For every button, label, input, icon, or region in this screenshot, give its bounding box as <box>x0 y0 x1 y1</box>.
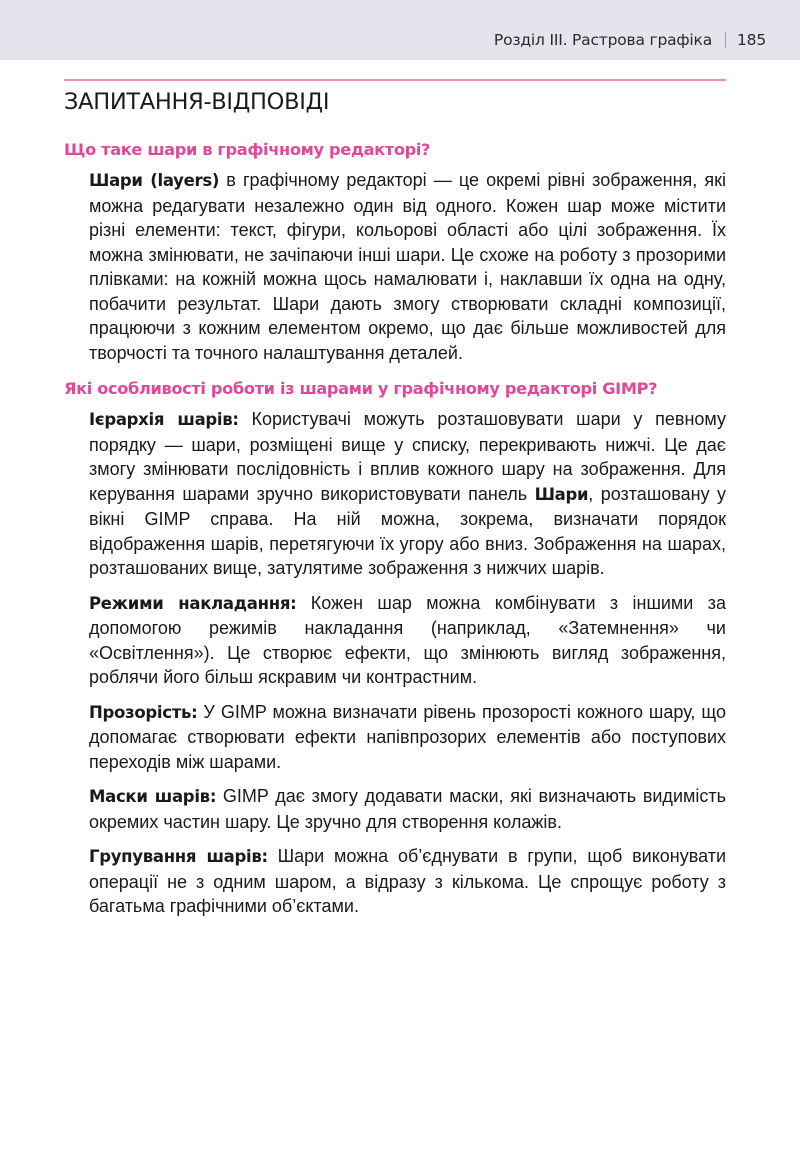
page-number: 185 <box>737 31 766 49</box>
header-separator <box>725 32 726 48</box>
question-2: Які особливості роботи із шарами у графічному редакторі GIMP? <box>64 379 658 398</box>
section-title: ЗАПИТАННЯ-ВІДПОВІДІ <box>64 89 330 115</box>
term: Групування шарів: <box>89 847 268 866</box>
paragraph-text: Кожен шар можна комбінувати з іншими за допомогою режимів накладання (наприклад, «Затемнення» чи «Освітлення»). Це створює ефекти, що змінюють вигляд зображення, роблячи його більш яскравим чи контрастним. <box>89 592 726 687</box>
qa-content <box>64 138 726 931</box>
question-1: Що таке шари в графічному редакторі? <box>64 140 431 159</box>
inline-term: Шари <box>534 484 589 504</box>
running-head <box>494 31 766 49</box>
paragraph-text: У GIMP можна визначати рівень прозорості кожного шару, що допомагає створювати ефекти напівпрозорих елементів або поступових переходів між шарами. <box>89 701 726 772</box>
term: Ієрархія шарів: <box>89 410 239 429</box>
section-name: Розділ III. Растрова графіка <box>493 31 712 49</box>
paragraph-text: в графічному редакторі — це окремі рівні зображення, які можна редагувати незалежно один від одного. Кожен шар може містити різні елементи: текст, фігури, кольорові області або цілі зображення. Їх можна змінювати, не зачіпаючи інші шари. Це схоже на роботу з прозорими плівками: на кожній можна щось намалювати і, наклавши їх одна на одну, побачити результат. Шари дають змогу створювати складні композиції, працюючи з кожним елементом окремо, що дає більше можливостей для творчості та точного налаштування деталей. <box>89 170 726 363</box>
answer-1 <box>64 168 726 365</box>
qa-block-2 <box>64 377 726 919</box>
answer-paragraph <box>89 407 726 581</box>
answer-paragraph <box>89 844 726 919</box>
term: Маски шарів: <box>89 787 217 806</box>
answer-paragraph <box>89 784 726 834</box>
paragraph-text: Користувачі можуть розташовувати шари у певному порядку — шари, розміщені вище у списку, перекривають нижчі. Це дає змогу змінювати послідовність і вплив кожного шару на зображення. Для керування шарами зручно використовувати панель <box>89 409 726 504</box>
answer-paragraph <box>89 591 726 690</box>
term: Режими накладання: <box>89 593 297 613</box>
term: Шари (layers) <box>89 171 220 190</box>
paragraph-text: GIMP дає змогу додавати маски, які визначають видимість окремих частин шару. Це зручно для створення колажів. <box>89 786 726 832</box>
header-rule <box>64 79 726 81</box>
qa-block-1 <box>64 138 726 365</box>
paragraph-text: Шари можна об’єднувати в групи, щоб виконувати операції не з одним шаром, а відразу з кількома. Це спрощує роботу з багатьма графічними об’єктами. <box>89 846 726 916</box>
answer-2 <box>64 407 726 919</box>
header-band <box>0 0 800 60</box>
term: Прозорість: <box>89 702 198 722</box>
paragraph-text: , розташовану у вікні GIMP справа. На ній можна, зокрема, визначати порядок відображення шарів, перетягуючи їх угору або вниз. Зображення на шарах, розташованих вище, затулятиме зображення з нижчих шарів. <box>89 483 726 578</box>
answer-paragraph <box>89 168 726 365</box>
answer-paragraph <box>89 700 726 775</box>
